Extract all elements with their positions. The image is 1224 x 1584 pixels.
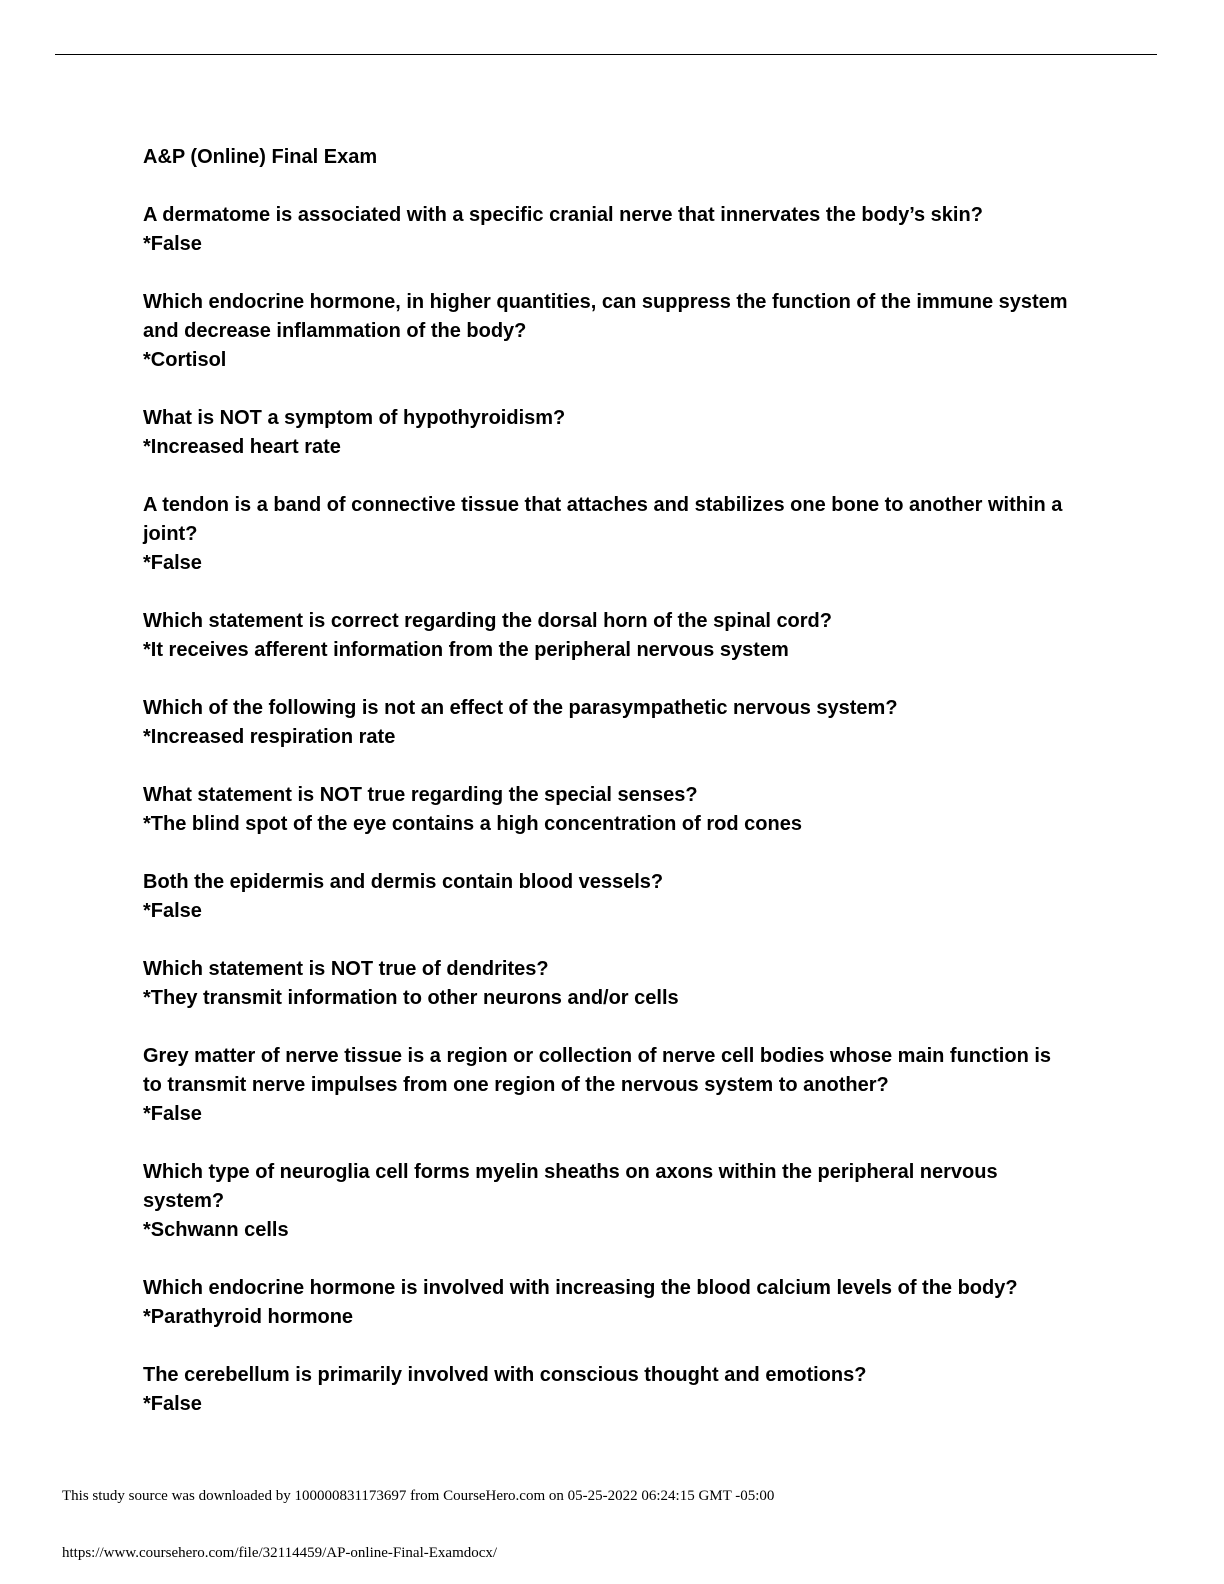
qa-item [143,1274,1073,1332]
top-divider [55,54,1157,55]
answer-text: *False [143,552,202,574]
qa-item [143,607,1073,665]
qa-item [143,1042,1073,1129]
source-url[interactable]: https://www.coursehero.com/file/32114459/AP-online-Final-Examdocx/ [62,1545,498,1561]
qa-item [143,955,1073,1013]
question-text: Which endocrine hormone, in higher quantities, can suppress the function of the immune system and decrease inflammation of the body? [143,291,1068,342]
qa-item [143,288,1073,375]
answer-text: *They transmit information to other neurons and/or cells [143,987,679,1009]
question-text: Which statement is NOT true of dendrites? [143,958,549,980]
question-text: Which statement is correct regarding the dorsal horn of the spinal cord? [143,610,832,632]
question-text: The cerebellum is primarily involved with conscious thought and emotions? [143,1364,867,1386]
question-text: What is NOT a symptom of hypothyroidism? [143,407,566,429]
qa-item [143,1158,1073,1245]
download-source-note: This study source was downloaded by 100000831173697 from CourseHero.com on 05-25-2022 06:24:15 GMT -05:00 [62,1488,775,1504]
question-text: A dermatome is associated with a specific cranial nerve that innervates the body’s skin? [143,204,983,226]
answer-text: *False [143,900,202,922]
question-text: A tendon is a band of connective tissue that attaches and stabilizes one bone to another within a joint? [143,494,1063,545]
qa-item [143,491,1073,578]
answer-text: *Schwann cells [143,1219,289,1241]
qa-item [143,201,1073,259]
document-title: A&P (Online) Final Exam [143,146,378,168]
qa-item [143,781,1073,839]
answer-text: *It receives afferent information from the peripheral nervous system [143,639,789,661]
answer-text: *Increased respiration rate [143,726,396,748]
answer-text: *False [143,1103,202,1125]
question-text: Both the epidermis and dermis contain blood vessels? [143,871,664,893]
answer-text: *The blind spot of the eye contains a high concentration of rod cones [143,813,802,835]
answer-text: *False [143,1393,202,1415]
qa-item [143,694,1073,752]
answer-text: *Parathyroid hormone [143,1306,354,1328]
answer-text: *False [143,233,202,255]
question-text: Which endocrine hormone is involved with increasing the blood calcium levels of the body? [143,1277,1018,1299]
question-text: What statement is NOT true regarding the special senses? [143,784,698,806]
qa-item [143,868,1073,926]
question-text: Grey matter of nerve tissue is a region or collection of nerve cell bodies whose main function is to transmit nerve impulses from one region of the nervous system to another? [143,1045,1052,1096]
question-text: Which type of neuroglia cell forms myelin sheaths on axons within the peripheral nervous system? [143,1161,998,1212]
answer-text: *Cortisol [143,349,227,371]
question-text: Which of the following is not an effect of the parasympathetic nervous system? [143,697,898,719]
qa-item [143,404,1073,462]
answer-text: *Increased heart rate [143,436,341,458]
document-body [143,143,1073,1448]
qa-item [143,1361,1073,1419]
